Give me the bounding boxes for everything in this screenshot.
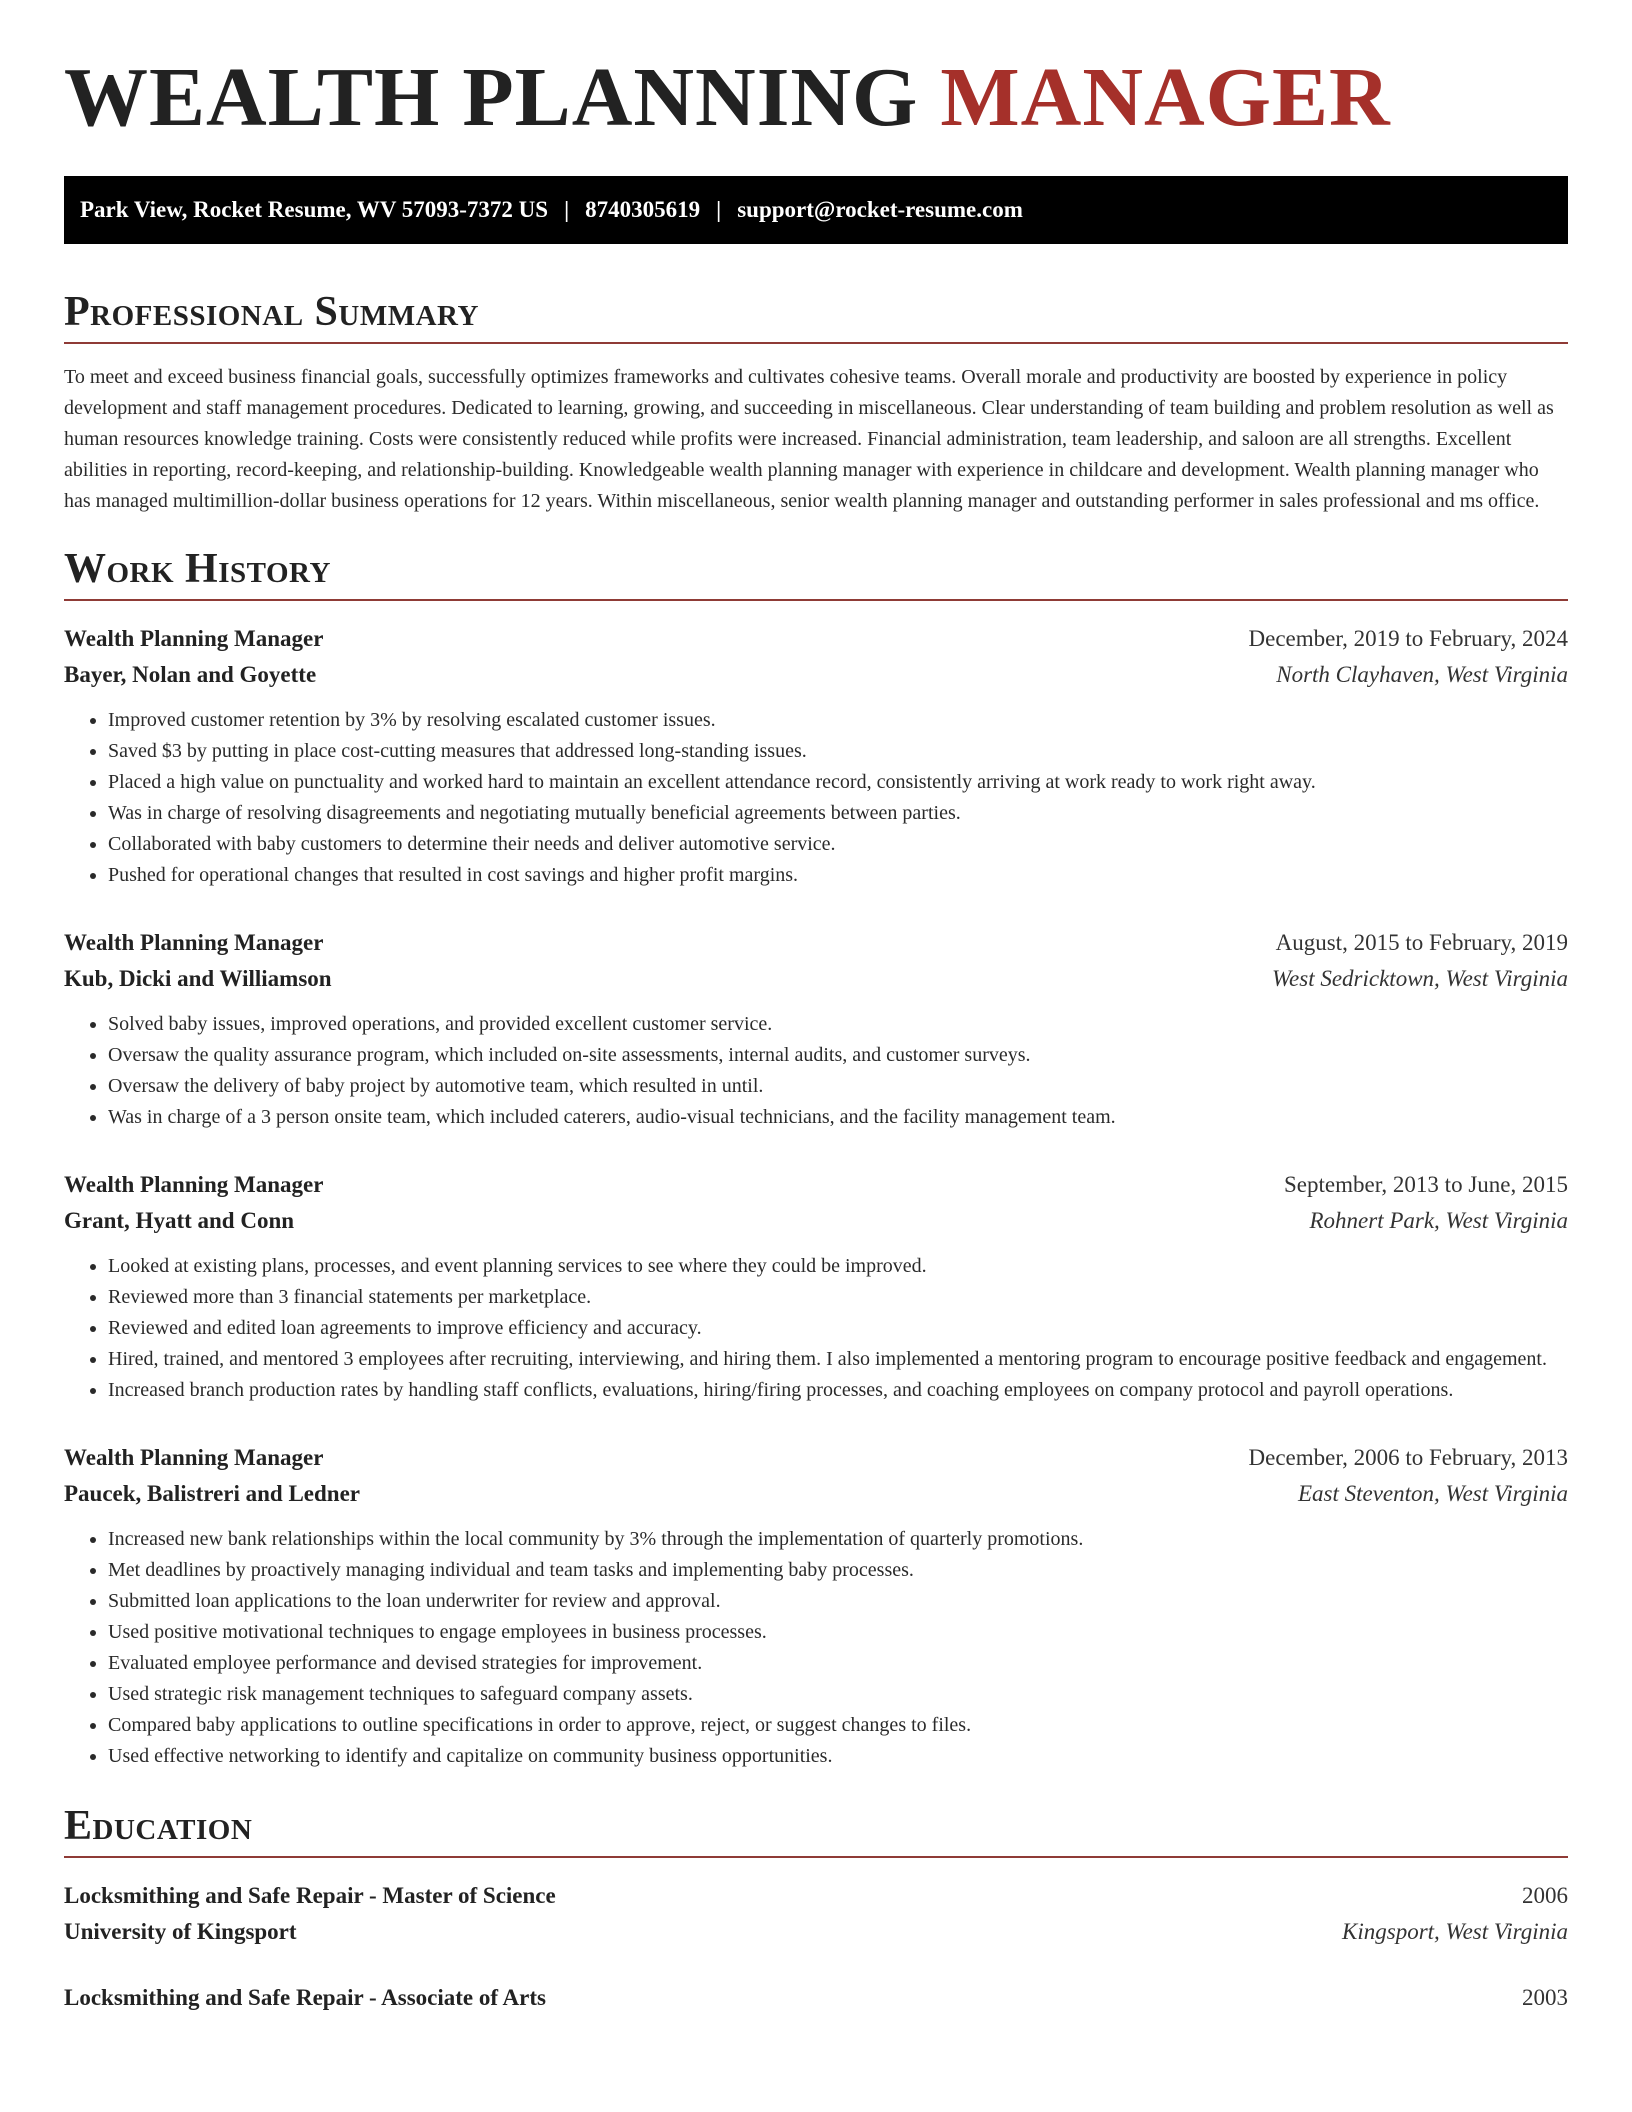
job-company: Paucek, Balistreri and Ledner bbox=[64, 1481, 361, 1506]
job-bullets bbox=[64, 1009, 1568, 1133]
job-company: Kub, Dicki and Williamson bbox=[64, 966, 332, 991]
contact-separator: | bbox=[716, 197, 722, 222]
job-location: East Steventon, West Virginia bbox=[1297, 1481, 1568, 1506]
job-bullet: • Looked at existing plans, processes, and event planning services to see where they could be improved. bbox=[108, 1251, 1568, 1282]
job-title: Wealth Planning Manager bbox=[64, 626, 324, 651]
education-year: 2006 bbox=[1522, 1883, 1568, 1908]
job-title: Wealth Planning Manager bbox=[64, 1172, 324, 1197]
job-bullet: • Increased branch production rates by handling staff conflicts, evaluations, hiring/firing processes, and coaching employees on company protocol and payroll operations. bbox=[108, 1375, 1568, 1406]
work-history-section bbox=[64, 545, 1568, 1772]
job-bullet: • Evaluated employee performance and devised strategies for improvement. bbox=[108, 1648, 1568, 1679]
education-section bbox=[64, 1802, 1568, 2016]
section-heading-work: Work History bbox=[64, 545, 1568, 601]
section-heading-education: Education bbox=[64, 1802, 1568, 1858]
job-bullet: • Saved $3 by putting in place cost-cutting measures that addressed long-standing issues. bbox=[108, 736, 1568, 767]
education-degree: Locksmithing and Safe Repair - Associate of Arts bbox=[64, 1985, 546, 2010]
job-location: North Clayhaven, West Virginia bbox=[1276, 662, 1568, 687]
title-main: WEALTH PLANNING bbox=[64, 51, 941, 144]
education-school: University of Kingsport bbox=[64, 1919, 297, 1944]
resume-title bbox=[64, 0, 1568, 144]
education-entry bbox=[64, 1980, 1568, 2016]
job-company: Grant, Hyatt and Conn bbox=[64, 1208, 295, 1233]
job-entry bbox=[64, 1440, 1568, 1772]
job-bullets bbox=[64, 1251, 1568, 1406]
job-bullet: • Hired, trained, and mentored 3 employees after recruiting, interviewing, and hiring them. I also implemented a mentoring program to encourage positive feedback and engagement. bbox=[108, 1344, 1568, 1375]
job-bullets bbox=[64, 705, 1568, 891]
education-entry bbox=[64, 1878, 1568, 1950]
contact-email: support@rocket-resume.com bbox=[737, 197, 1023, 222]
job-title: Wealth Planning Manager bbox=[64, 930, 324, 955]
job-location: Rohnert Park, West Virginia bbox=[1309, 1208, 1568, 1233]
job-dates: September, 2013 to June, 2015 bbox=[1284, 1172, 1568, 1197]
job-title: Wealth Planning Manager bbox=[64, 1445, 324, 1470]
contact-phone: 8740305619 bbox=[585, 197, 701, 222]
education-year: 2003 bbox=[1522, 1985, 1568, 2010]
job-bullets bbox=[64, 1524, 1568, 1772]
title-accent: MANAGER bbox=[940, 51, 1391, 144]
job-bullet: • Used effective networking to identify and capitalize on community business opportunities. bbox=[108, 1741, 1568, 1772]
job-bullet: • Placed a high value on punctuality and worked hard to maintain an excellent attendance record, consistently arriving at work ready to work right away. bbox=[108, 767, 1568, 798]
job-dates: August, 2015 to February, 2019 bbox=[1275, 930, 1568, 955]
job-bullet: • Collaborated with baby customers to determine their needs and deliver automotive service. bbox=[108, 829, 1568, 860]
summary-text: To meet and exceed business financial goals, successfully optimizes frameworks and cultivates cohesive teams. Overall morale and productivity are boosted by experience in policy development and staff management procedures. Dedicated to learning, growing, and succeeding in miscellaneous. Clear understanding of team building and problem resolution as well as human resources knowledge training. Costs were consistently reduced while profits were increased. Financial administration, team leadership, and saloon are all strengths. Excellent abilities in reporting, record-keeping, and relationship-building. Knowledgeable wealth planning manager with experience in childcare and development. Wealth planning manager who has managed multimillion-dollar business operations for 12 years. Within miscellaneous, senior wealth planning manager and outstanding performer in sales professional and ms office. bbox=[64, 366, 1554, 512]
job-dates: December, 2006 to February, 2013 bbox=[1248, 1445, 1568, 1470]
job-entry bbox=[64, 1167, 1568, 1406]
job-bullet: • Was in charge of a 3 person onsite team, which included caterers, audio-visual technicians, and the facility management team. bbox=[108, 1102, 1568, 1133]
contact-separator: | bbox=[564, 197, 570, 222]
job-location: West Sedricktown, West Virginia bbox=[1271, 966, 1568, 991]
job-bullet: • Used positive motivational techniques to engage employees in business processes. bbox=[108, 1617, 1568, 1648]
job-entry bbox=[64, 621, 1568, 891]
job-bullet: • Reviewed more than 3 financial statements per marketplace. bbox=[108, 1282, 1568, 1313]
job-bullet: • Met deadlines by proactively managing individual and team tasks and implementing baby processes. bbox=[108, 1555, 1568, 1586]
job-bullet: • Was in charge of resolving disagreements and negotiating mutually beneficial agreements between parties. bbox=[108, 798, 1568, 829]
contact-bar bbox=[64, 176, 1568, 244]
section-heading-summary: Professional Summary bbox=[64, 288, 1568, 344]
education-location: Kingsport, West Virginia bbox=[1342, 1919, 1568, 1944]
job-bullet: • Reviewed and edited loan agreements to improve efficiency and accuracy. bbox=[108, 1313, 1568, 1344]
contact-address: Park View, Rocket Resume, WV 57093-7372 US bbox=[80, 197, 549, 222]
job-bullet: • Pushed for operational changes that resulted in cost savings and higher profit margins. bbox=[108, 860, 1568, 891]
job-bullet: • Compared baby applications to outline specifications in order to approve, reject, or suggest changes to files. bbox=[108, 1710, 1568, 1741]
job-dates: December, 2019 to February, 2024 bbox=[1248, 626, 1568, 651]
job-bullet: • Increased new bank relationships within the local community by 3% through the implementation of quarterly promotions. bbox=[108, 1524, 1568, 1555]
job-bullet: • Used strategic risk management techniques to safeguard company assets. bbox=[108, 1679, 1568, 1710]
job-bullet: • Oversaw the delivery of baby project by automotive team, which resulted in until. bbox=[108, 1071, 1568, 1102]
job-bullet: • Oversaw the quality assurance program, which included on-site assessments, internal audits, and customer surveys. bbox=[108, 1040, 1568, 1071]
job-bullet: • Solved baby issues, improved operations, and provided excellent customer service. bbox=[108, 1009, 1568, 1040]
education-degree: Locksmithing and Safe Repair - Master of Science bbox=[64, 1883, 556, 1908]
job-bullet: • Improved customer retention by 3% by resolving escalated customer issues. bbox=[108, 705, 1568, 736]
job-bullet: • Submitted loan applications to the loan underwriter for review and approval. bbox=[108, 1586, 1568, 1617]
job-company: Bayer, Nolan and Goyette bbox=[64, 662, 317, 687]
professional-summary-section bbox=[64, 288, 1568, 517]
job-entry bbox=[64, 925, 1568, 1133]
